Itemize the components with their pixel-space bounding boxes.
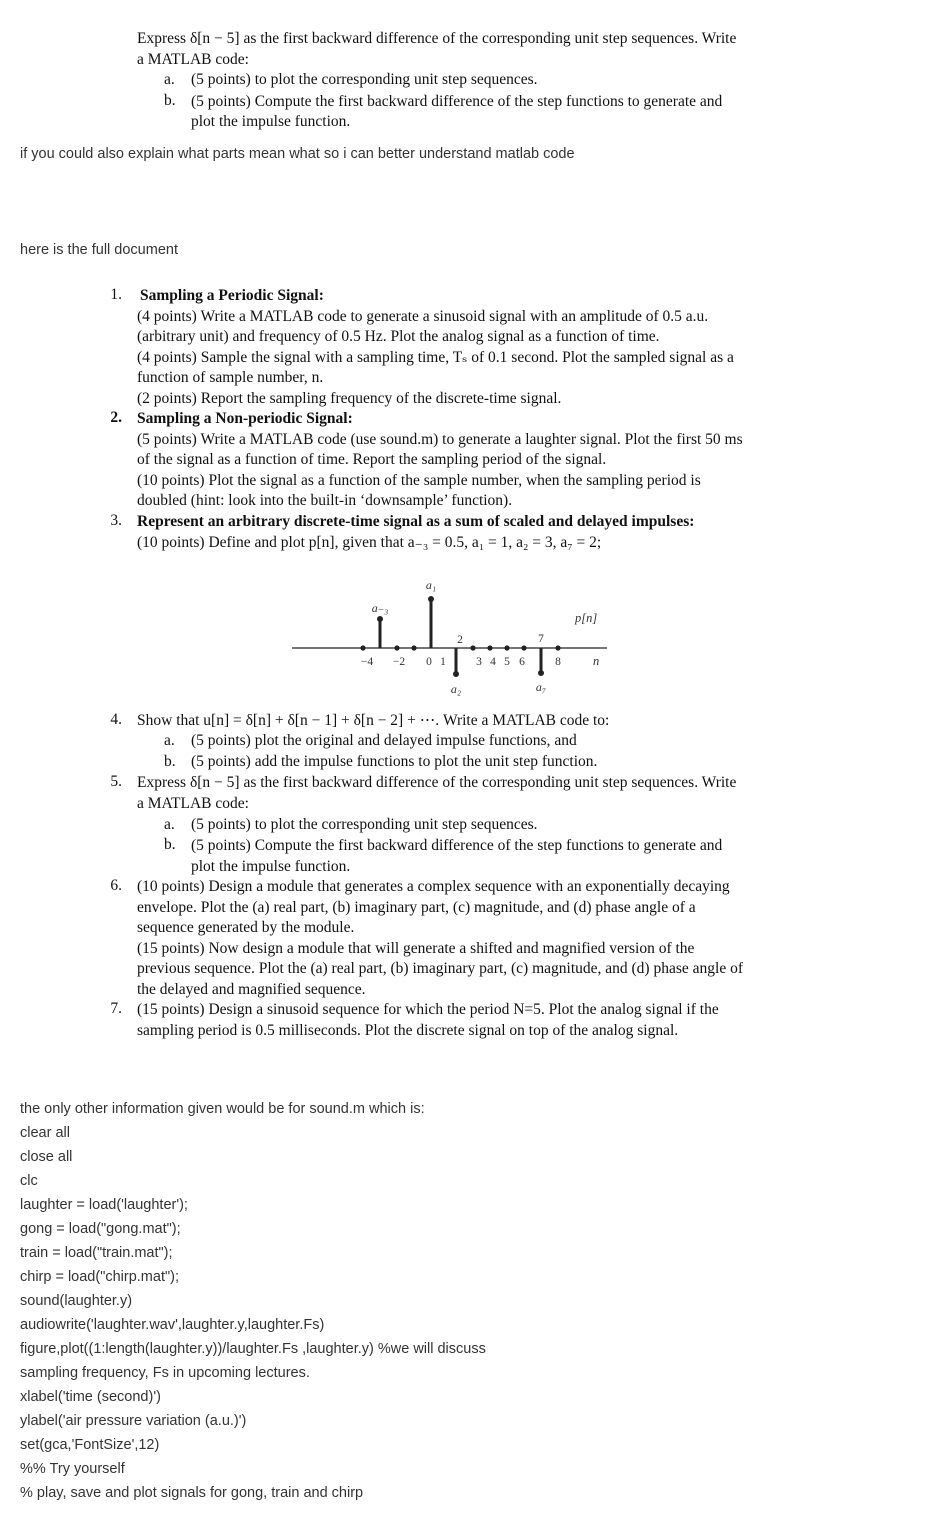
q3-line-1: (10 points) Define and plot p[n], given that a₋₃ = 0.5, a₁ = 1, a₂ = 3, a₇ = 2; — [137, 533, 602, 551]
q7-line-2: sampling period is 0.5 milliseconds. Plot the discrete signal on top of the analog signal. — [137, 1021, 679, 1039]
code-line: ylabel('air pressure variation (a.u.)') — [20, 1413, 247, 1429]
intro-text: here is the full document — [20, 242, 178, 258]
code-line: chirp = load("chirp.mat"); — [20, 1269, 179, 1285]
q1-line-4: function of sample number, n. — [137, 369, 324, 386]
tick-label: −4 — [360, 656, 374, 668]
q1-number: 1. — [110, 286, 122, 303]
stem-a2-head — [453, 671, 459, 677]
coef-label-a2: a₂ — [450, 682, 462, 696]
q2-block — [137, 409, 743, 512]
coef-label-a-minus3: a₋₃ — [371, 601, 389, 615]
top-item-b-marker: b. — [164, 92, 176, 109]
q3-title: Represent an arbitrary discrete-time signal as a sum of scaled and delayed impulses: — [137, 513, 695, 530]
code-line: audiowrite('laughter.wav',laughter.y,laughter.Fs) — [20, 1317, 325, 1333]
q1-title: Sampling a Periodic Signal: — [140, 287, 324, 304]
q3-number: 3. — [110, 512, 122, 529]
q5-b-line-2: plot the impulse function. — [191, 857, 351, 875]
coef-label-a7: a₇ — [535, 680, 547, 694]
code-line: clear all — [20, 1125, 70, 1141]
q1-line-1: (4 points) Write a MATLAB code to generate a sinusoid signal with an amplitude of 0.5 a.u. — [137, 307, 709, 325]
q2-number: 2. — [110, 409, 122, 426]
q5-a-marker: a. — [164, 816, 175, 833]
q4-b-marker: b. — [164, 753, 176, 770]
q5-b-text — [191, 836, 722, 877]
top-item-b-text — [191, 92, 722, 132]
axis-label-n: n — [593, 654, 600, 668]
q2-line-4: doubled (hint: look into the built-in ‘downsample’ function). — [137, 492, 513, 509]
q5-b-line-1: (5 points) Compute the first backward difference of the step functions to generate and — [191, 837, 723, 854]
q4-line: Show that u[n] = δ[n] + δ[n − 1] + δ[n − 2] + ⋯. Write a MATLAB code to: — [137, 712, 610, 729]
stem-a7-head — [538, 670, 544, 676]
question-text: if you could also explain what parts mean what so i can better understand matlab code — [20, 146, 575, 162]
q5-b-marker: b. — [164, 836, 176, 853]
code-line: figure,plot((1:length(laughter.y))/laughter.Fs ,laughter.y) %we will discuss — [20, 1341, 486, 1357]
q7-block — [137, 1000, 719, 1041]
code-line: % play, save and plot signals for gong, train and chirp — [20, 1485, 364, 1501]
q6-line-2: envelope. Plot the (a) real part, (b) imaginary part, (c) magnitude, and (d) phase angle of a — [137, 898, 696, 916]
tick-label: 4 — [490, 656, 496, 668]
tick-label: 7 — [538, 633, 544, 645]
code-line: close all — [20, 1149, 73, 1165]
q1-line-2: (arbitrary unit) and frequency of 0.5 Hz. Plot the analog signal as a function of time. — [137, 328, 660, 345]
code-line: set(gca,'FontSize',12) — [20, 1437, 160, 1453]
code-line: sampling frequency, Fs in upcoming lectures. — [20, 1365, 310, 1381]
top-item-a-marker: a. — [164, 71, 175, 88]
q6-line-4: (15 points) Now design a module that will generate a shifted and magnified version of the — [137, 939, 695, 957]
q4-a-marker: a. — [164, 732, 175, 749]
q2-title: Sampling a Non-periodic Signal: — [137, 410, 353, 427]
tick-label: 2 — [457, 634, 463, 646]
tick-label: 0 — [426, 656, 432, 668]
code-line: gong = load("gong.mat"); — [20, 1221, 181, 1237]
top-item-b-line-2: plot the impulse function. — [191, 113, 351, 130]
q6-line-5: previous sequence. Plot the (a) real part, (b) imaginary part, (c) magnitude, and (d) phase angle of — [137, 960, 743, 977]
code-line: %% Try yourself — [20, 1461, 125, 1477]
signal-label: p[n] — [575, 611, 598, 625]
tick-label: 3 — [476, 656, 482, 668]
q6-number: 6. — [110, 877, 122, 894]
q6-line-1: (10 points) Design a module that generates a complex sequence with an exponentially decaying — [137, 878, 730, 895]
tick-label: 6 — [519, 656, 525, 668]
q5-a-text: (5 points) to plot the corresponding unit step sequences. — [191, 816, 538, 833]
top-item-b-line-1: (5 points) Compute the first backward difference of the step functions to generate and — [191, 93, 723, 110]
tick-label: 8 — [555, 656, 561, 668]
tick-label: 5 — [504, 656, 510, 668]
top-excerpt — [137, 29, 736, 70]
q4-number: 4. — [110, 711, 122, 728]
code-line: train = load("train.mat"); — [20, 1245, 173, 1261]
code-line: clc — [20, 1173, 38, 1189]
code-line: laughter = load('laughter'); — [20, 1197, 188, 1213]
q5-line-1: Express δ[n − 5] as the first backward difference of the corresponding unit step sequences. Write — [137, 774, 737, 791]
q2-line-3: (10 points) Plot the signal as a function of the sample number, when the sampling period is — [137, 471, 701, 489]
q2-line-1: (5 points) Write a MATLAB code (use sound.m) to generate a laughter signal. Plot the first 50 ms — [137, 430, 743, 448]
q5-block — [137, 773, 736, 814]
q1-line-5: (2 points) Report the sampling frequency of the discrete-time signal. — [137, 389, 562, 407]
q6-line-3: sequence generated by the module. — [137, 919, 355, 936]
q4-a-text: (5 points) plot the original and delayed impulse functions, and — [191, 732, 577, 749]
top-excerpt-line-1: Express δ[n − 5] as the first backward difference of the corresponding unit step sequences. Write — [137, 30, 737, 47]
stem-a1-head — [428, 596, 434, 602]
tick-label: 1 — [440, 656, 446, 668]
stem-a-minus3-head — [377, 616, 383, 622]
coef-label-a1: a₁ — [425, 578, 437, 592]
top-excerpt-line-2: a MATLAB code: — [137, 50, 249, 68]
stem-plot-figure — [285, 574, 625, 699]
q6-block — [137, 877, 743, 1000]
q5-line-2: a MATLAB code: — [137, 794, 249, 812]
q1-line-3: (4 points) Sample the signal with a sampling time, Tₛ of 0.1 second. Plot the sampled signal as a — [137, 348, 734, 366]
q3-block — [137, 512, 694, 553]
code-line: sound(laughter.y) — [20, 1293, 133, 1309]
tick-label: −2 — [392, 656, 406, 668]
q1-block — [137, 286, 734, 409]
q2-line-2: of the signal as a function of time. Report the sampling period of the signal. — [137, 451, 607, 468]
q5-number: 5. — [110, 773, 122, 790]
top-item-a-text: (5 points) to plot the corresponding unit step sequences. — [191, 71, 538, 88]
q7-line-1: (15 points) Design a sinusoid sequence for which the period N=5. Plot the analog signal if the — [137, 1001, 719, 1018]
code-line: xlabel('time (second)') — [20, 1389, 161, 1405]
q6-line-6: the delayed and magnified sequence. — [137, 980, 366, 998]
q7-number: 7. — [110, 1000, 122, 1017]
q4-b-text: (5 points) add the impulse functions to plot the unit step function. — [191, 753, 598, 770]
sound-intro-text: the only other information given would be for sound.m which is: — [20, 1101, 425, 1117]
